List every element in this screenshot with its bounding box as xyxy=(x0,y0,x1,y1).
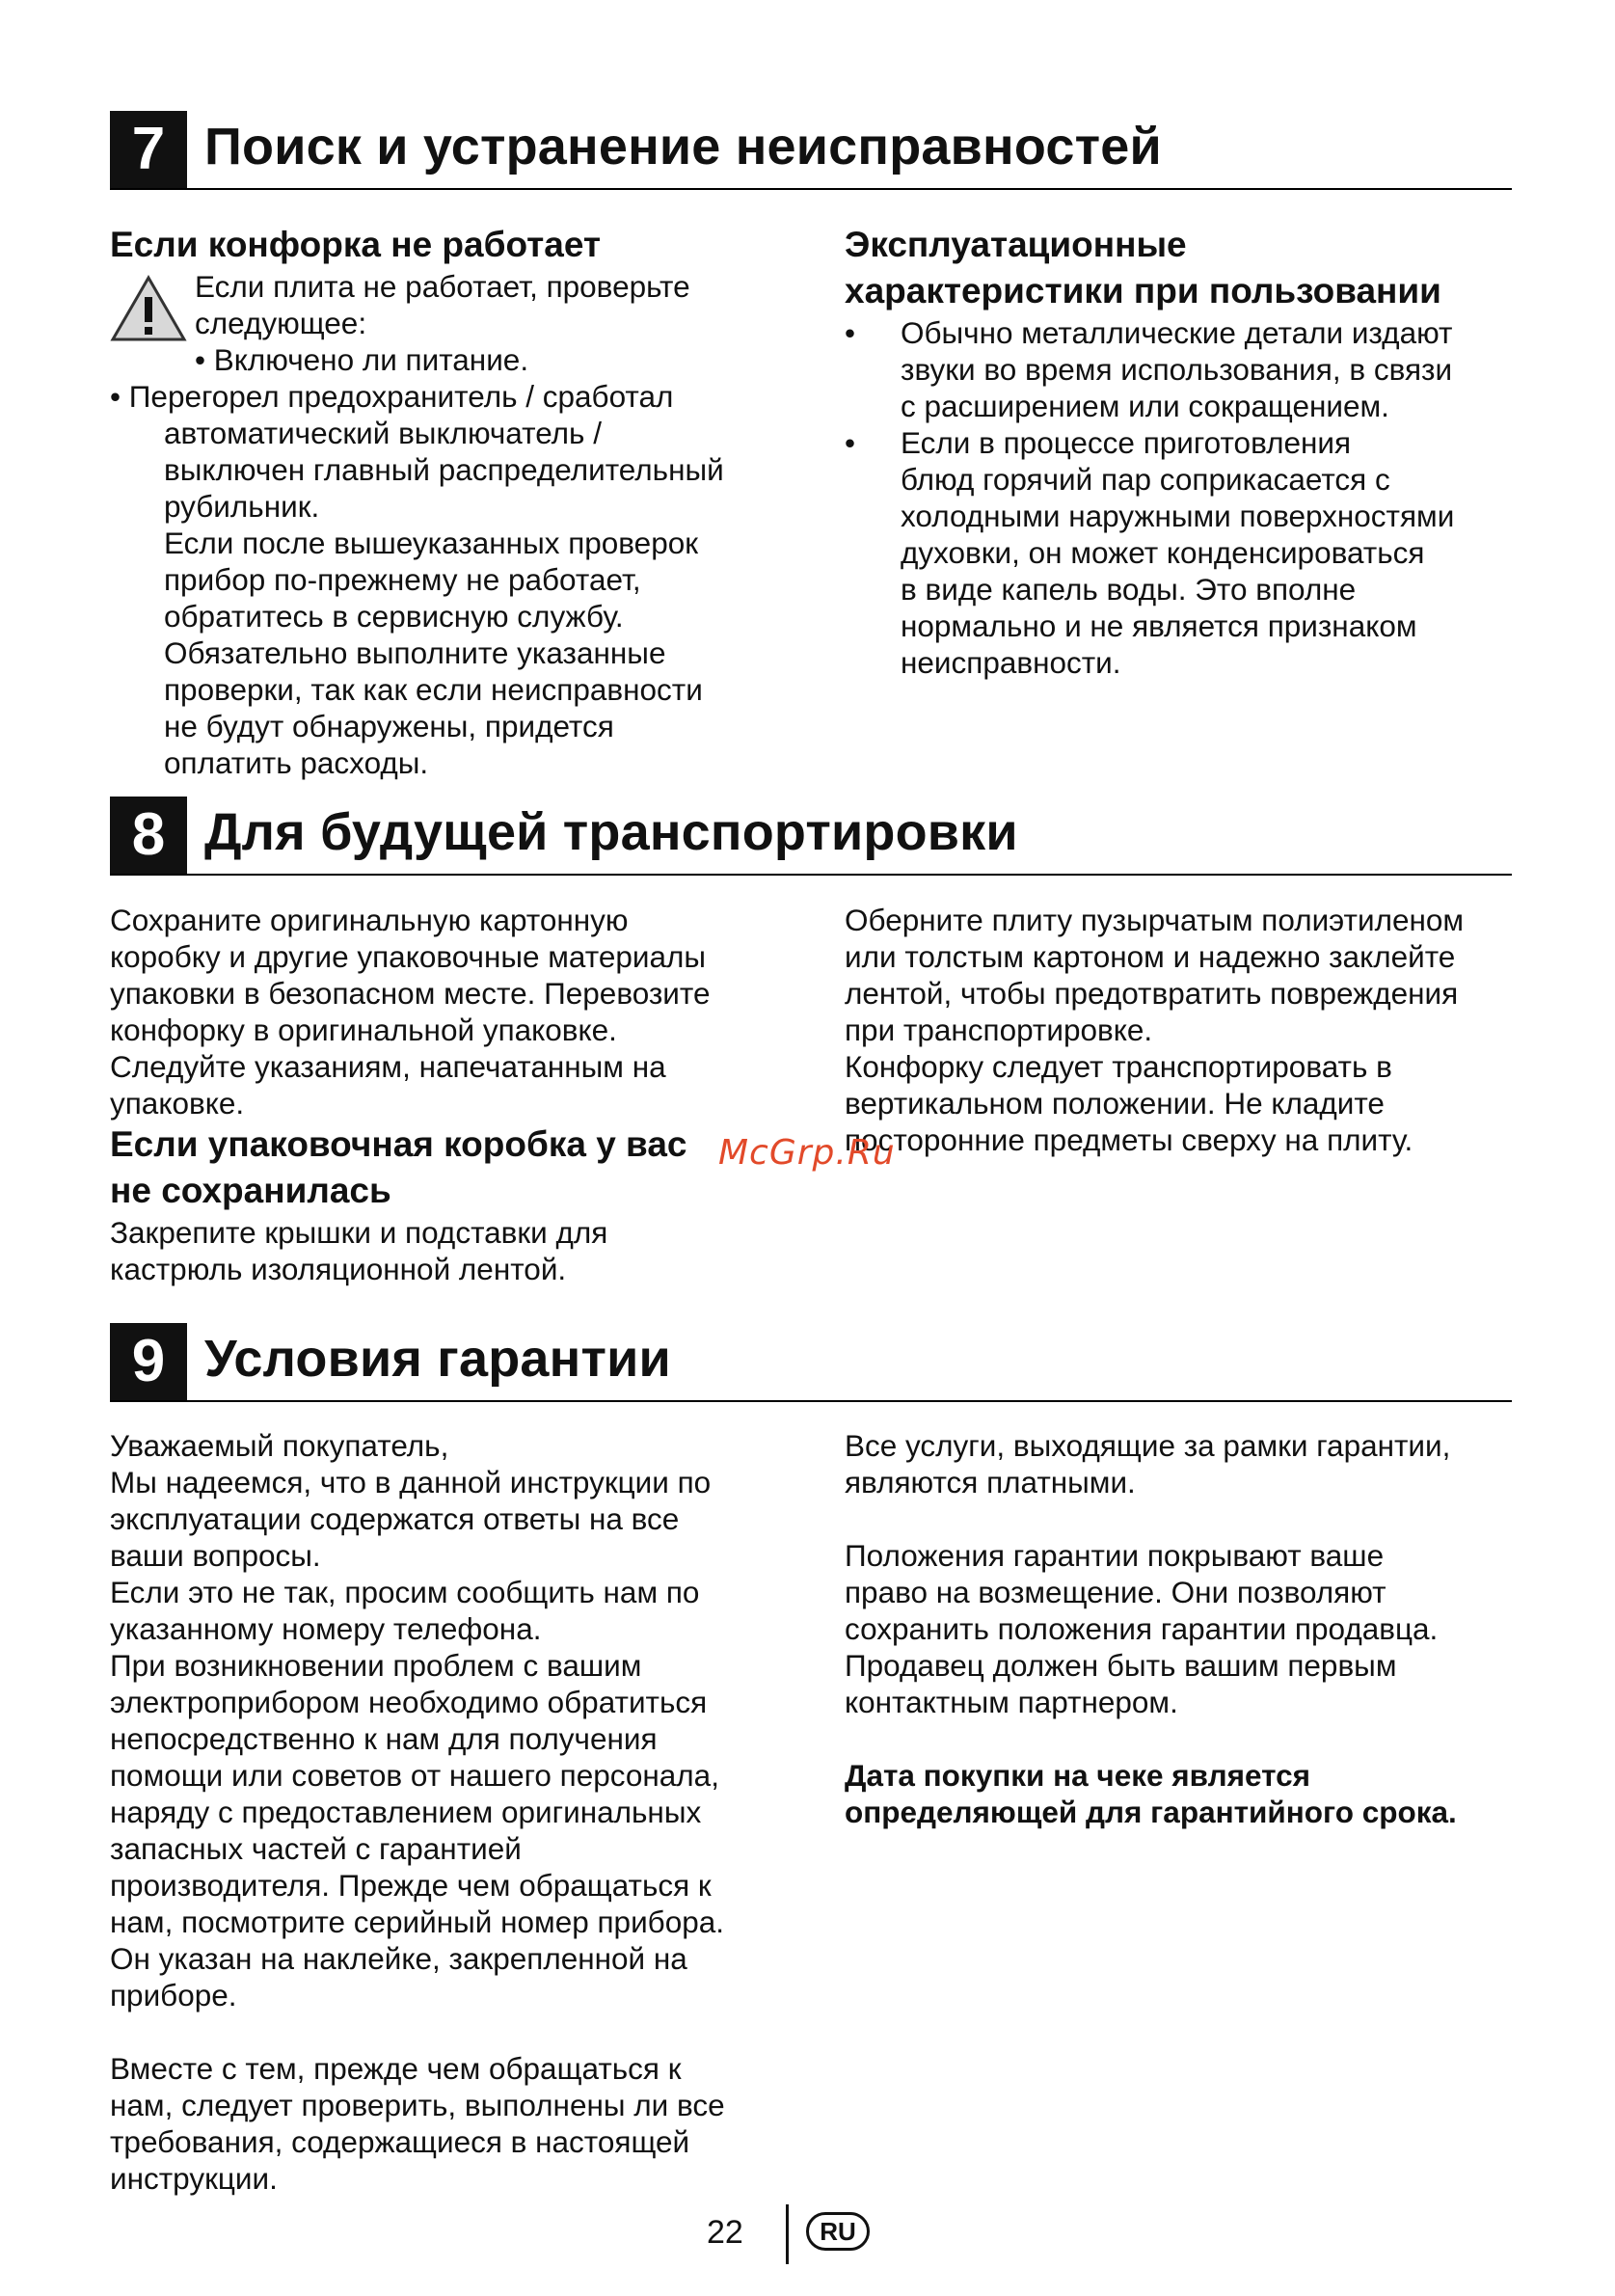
text-line: право на возмещение. Они позволяют xyxy=(845,1575,1386,1609)
subsection-heading: Если упаковочная коробка у вас xyxy=(110,1124,687,1164)
text-line: оплатить расходы. xyxy=(164,745,429,780)
text-line xyxy=(845,1720,1520,1757)
text-line: автоматический выключатель / xyxy=(164,416,602,450)
section-title: Поиск и устранение неисправностей xyxy=(204,118,1162,176)
text-line: Конфорку следует транспортировать в xyxy=(845,1049,1392,1084)
text-line: При возникновении проблем с вашим xyxy=(110,1648,642,1683)
watermark: McGrp.Ru xyxy=(718,1133,896,1173)
subsection-heading: Если конфорка не работает xyxy=(110,225,602,264)
text-line: производителя. Прежде чем обращаться к xyxy=(110,1868,712,1903)
text-line: не будут обнаружены, придется xyxy=(164,709,614,743)
text-line: посторонние предметы сверху на плиту. xyxy=(845,1122,1413,1157)
text-line: звуки во время использования, в связи xyxy=(901,352,1453,387)
section-9-header xyxy=(110,1323,1512,1402)
section-number-badge: 9 xyxy=(110,1323,187,1400)
text-line: наряду с предоставлением оригинальных xyxy=(110,1795,702,1829)
text-line: лентой, чтобы предотвратить повреждения xyxy=(845,976,1459,1011)
text-line xyxy=(110,2013,843,2050)
text-line: Мы надеемся, что в данной инструкции по xyxy=(110,1465,712,1499)
text-line: Обычно металлические детали издают xyxy=(901,315,1453,350)
text-line: определяющей для гарантийного срока. xyxy=(845,1795,1457,1829)
text-line: духовки, он может конденсироваться xyxy=(901,535,1425,570)
section-7-right-column xyxy=(845,222,1520,681)
text-line: вертикальном положении. Не кладите xyxy=(845,1086,1385,1121)
text-line: блюд горячий пар соприкасается с xyxy=(901,462,1390,497)
bullet: • xyxy=(845,425,856,460)
section-7-header xyxy=(110,111,1512,190)
warning-block xyxy=(110,268,804,378)
section-7-left-column xyxy=(110,222,804,781)
footer-divider xyxy=(786,2204,789,2264)
section-number-badge: 7 xyxy=(110,111,187,188)
text-line: Вместе с тем, прежде чем обращаться к xyxy=(110,2051,682,2086)
page-footer xyxy=(0,2204,1615,2262)
text-line: при транспортировке. xyxy=(845,1013,1153,1047)
text-line: рубильник. xyxy=(164,489,320,524)
text-line: Закрепите крышки и подставки для xyxy=(110,1215,608,1250)
text-line: Он указан на наклейке, закрепленной на xyxy=(110,1941,687,1976)
subsection-heading: характеристики при пользовании xyxy=(845,271,1441,311)
list-item xyxy=(845,424,1520,681)
text-line: упаковке. xyxy=(110,1086,245,1121)
text-line: упаковки в безопасном месте. Перевозите xyxy=(110,976,711,1011)
page-number: 22 xyxy=(707,2214,743,2251)
text-line: неисправности. xyxy=(901,645,1121,680)
text-line: Продавец должен быть вашим первым xyxy=(845,1648,1397,1683)
text-line: Оберните плиту пузырчатым полиэтиленом xyxy=(845,903,1465,937)
text-line: контактным партнером. xyxy=(845,1685,1178,1719)
subsection-heading: не сохранилась xyxy=(110,1171,391,1210)
text-line: проверки, так как если неисправности xyxy=(164,672,703,707)
text-line: являются платными. xyxy=(845,1465,1136,1499)
text-line: или толстым картоном и надежно заклейте xyxy=(845,939,1456,974)
text-line: Сохраните оригинальную картонную xyxy=(110,903,629,937)
list-item-continuation xyxy=(110,415,804,781)
section-9-right-column xyxy=(845,1427,1520,1830)
text-line: Если это не так, просим сообщить нам по xyxy=(110,1575,700,1609)
text-line: нам, следует проверить, выполнены ли все xyxy=(110,2088,725,2122)
text-line: приборе. xyxy=(110,1978,237,2012)
text-line: Дата покупки на чеке является xyxy=(845,1758,1310,1793)
list-item xyxy=(845,314,1520,424)
list-item: • Перегорел предохранитель / сработал xyxy=(110,379,674,414)
section-title: Для будущей транспортировки xyxy=(204,803,1018,861)
section-title: Условия гарантии xyxy=(204,1330,671,1388)
text-line: запасных частей с гарантией xyxy=(110,1831,522,1866)
warning-line: Если плита не работает, проверьте xyxy=(195,269,690,304)
text-line: кастрюль изоляционной лентой. xyxy=(110,1252,567,1286)
text-line: электроприбором необходимо обратиться xyxy=(110,1685,708,1719)
section-8-header xyxy=(110,797,1512,876)
text-line: выключен главный распределительный xyxy=(164,452,724,487)
text-line: Если после вышеуказанных проверок xyxy=(164,526,699,560)
section-8-right-column xyxy=(845,902,1520,1158)
text-line: нормально и не является признаком xyxy=(901,608,1417,643)
text-line: указанному номеру телефона. xyxy=(110,1611,542,1646)
warning-line: следующее: xyxy=(195,306,367,340)
text-line: Если в процессе приготовления xyxy=(901,425,1352,460)
text-line xyxy=(845,1500,1520,1537)
text-line: требования, содержащиеся в настоящей xyxy=(110,2124,690,2159)
text-line: сохранить положения гарантии продавца. xyxy=(845,1611,1439,1646)
text-line: помощи или советов от нашего персонала, xyxy=(110,1758,719,1793)
text-line: эксплуатации содержатся ответы на все xyxy=(110,1501,680,1536)
text-line: нам, посмотрите серийный номер прибора. xyxy=(110,1904,725,1939)
text-line: холодными наружными поверхностями xyxy=(901,499,1455,533)
warning-line: • Включено ли питание. xyxy=(195,342,529,377)
language-badge: RU xyxy=(806,2212,870,2251)
text-line: конфорку в оригинальной упаковке. xyxy=(110,1013,617,1047)
text-line: Уважаемый покупатель, xyxy=(110,1428,449,1463)
text-line: непосредственно к нам для получения xyxy=(110,1721,658,1756)
bullet: • xyxy=(845,315,856,350)
text-line: Следуйте указаниям, напечатанным на xyxy=(110,1049,666,1084)
section-9-left-column xyxy=(110,1427,843,2197)
warning-icon xyxy=(110,274,195,351)
warning-text xyxy=(195,268,690,378)
section-number-badge: 8 xyxy=(110,797,187,874)
text-line: в виде капель воды. Это вполне xyxy=(901,572,1357,607)
subsection-heading: Эксплуатационные xyxy=(845,225,1187,264)
text-line: Обязательно выполните указанные xyxy=(164,635,666,670)
section-8-left-column xyxy=(110,902,843,1287)
text-line: Положения гарантии покрывают ваше xyxy=(845,1538,1385,1573)
text-line: инструкции. xyxy=(110,2161,278,2196)
text-line: прибор по-прежнему не работает, xyxy=(164,562,641,597)
text-line: обратитесь в сервисную службу. xyxy=(164,599,624,634)
text-line: Все услуги, выходящие за рамки гарантии, xyxy=(845,1428,1451,1463)
text-line: ваши вопросы. xyxy=(110,1538,321,1573)
text-line: коробку и другие упаковочные материалы xyxy=(110,939,707,974)
text-line: с расширением или сокращением. xyxy=(901,389,1389,423)
